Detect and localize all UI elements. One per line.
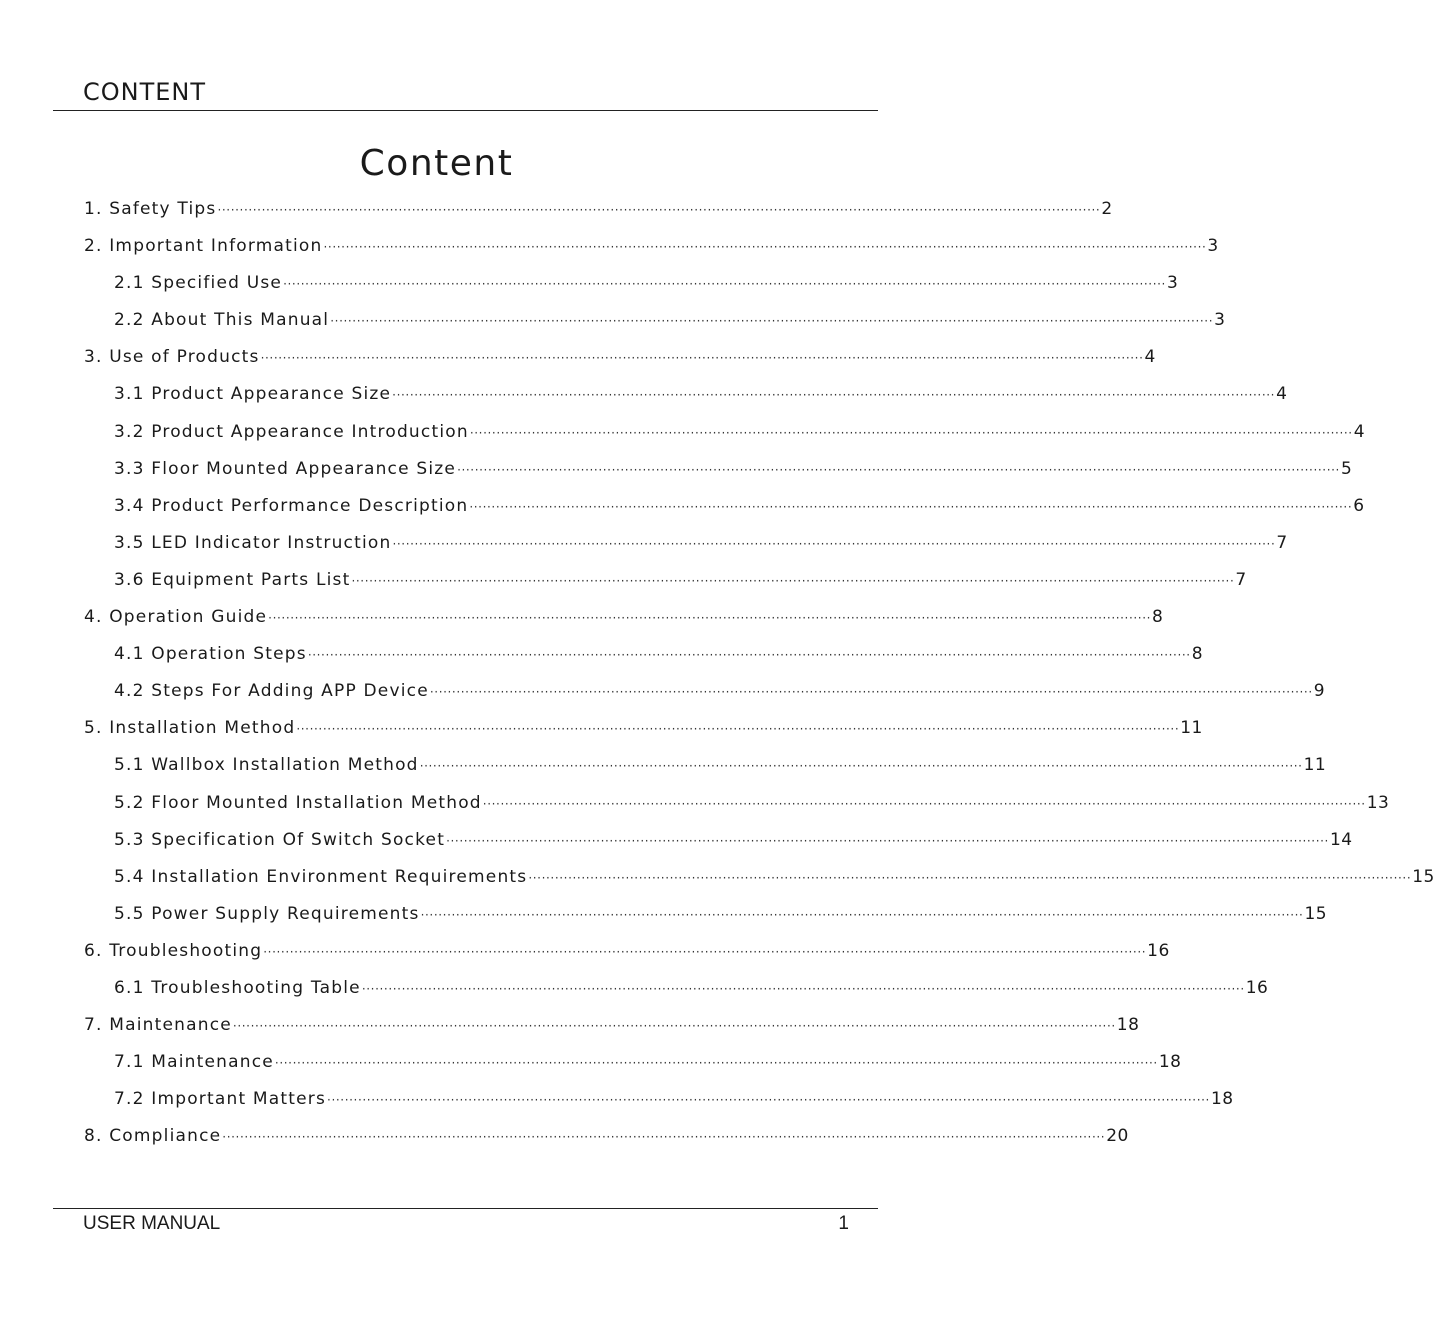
- toc-entry[interactable]: [84, 232, 1219, 269]
- toc-dot-leader: ········································································································································································································: [283, 277, 1166, 292]
- toc-entry[interactable]: [84, 714, 1203, 751]
- toc-entry-page: 11: [1303, 755, 1327, 776]
- toc-entry[interactable]: [84, 269, 1179, 306]
- toc-entry-title: 7.1 Maintenance: [114, 1052, 274, 1073]
- toc-entry-page: 18: [1210, 1089, 1234, 1110]
- toc-entry[interactable]: [84, 640, 1204, 677]
- toc-entry-title: 3.3 Floor Mounted Appearance Size: [114, 458, 457, 479]
- toc-entry-page: 15: [1304, 903, 1328, 924]
- toc-dot-leader: ········································································································································································································: [274, 1056, 1158, 1071]
- toc-entry-page: 9: [1313, 681, 1326, 702]
- toc-dot-leader: ········································································································································································································: [222, 1130, 1106, 1145]
- toc-entry[interactable]: [84, 1011, 1140, 1048]
- toc-entry-page: 14: [1329, 829, 1353, 850]
- toc-entry[interactable]: [84, 1122, 1129, 1159]
- toc-dot-leader: ········································································································································································································: [419, 759, 1303, 774]
- footer-page-number: 1: [838, 1213, 849, 1234]
- toc-entry[interactable]: [84, 900, 1328, 937]
- toc-entry-page: 6: [1353, 495, 1365, 516]
- toc-entry-title: 4.1 Operation Steps: [114, 644, 307, 665]
- toc-dot-leader: ········································································································································································································: [217, 203, 1101, 217]
- toc-dot-leader: ········································································································································································································: [429, 685, 1313, 700]
- toc-entry-title: 7. Maintenance: [84, 1015, 232, 1036]
- toc-entry[interactable]: [84, 380, 1288, 417]
- toc-entry-title: 5.2 Floor Mounted Installation Method: [114, 792, 482, 813]
- toc-entry-page: 4: [1276, 384, 1288, 405]
- toc-entry-page: 4: [1353, 421, 1366, 442]
- toc-dot-leader: ········································································································································································································: [232, 1019, 1116, 1034]
- toc-entry[interactable]: [84, 863, 1435, 900]
- toc-entry-title: 5.3 Specification Of Switch Socket: [114, 829, 446, 850]
- toc-entry-title: 1. Safety Tips: [84, 199, 217, 219]
- toc-entry-title: 8. Compliance: [84, 1126, 222, 1147]
- toc-entry-page: 4: [1144, 347, 1156, 368]
- toc-dot-leader: ········································································································································································································: [327, 1093, 1210, 1108]
- toc-entry-title: 3.4 Product Performance Description: [114, 495, 469, 516]
- toc-entry-page: 8: [1152, 607, 1164, 628]
- toc-entry[interactable]: [84, 789, 1390, 826]
- toc-entry[interactable]: [84, 418, 1366, 455]
- toc-dot-leader: ········································································································································································································: [307, 648, 1191, 663]
- toc-entry-page: 7: [1235, 569, 1247, 590]
- header-divider: [53, 110, 878, 111]
- toc-entry-title: 4. Operation Guide: [84, 607, 268, 628]
- toc-entry-title: 4.2 Steps For Adding APP Device: [114, 681, 429, 702]
- toc-entry-title: 7.2 Important Matters: [114, 1089, 327, 1110]
- toc-dot-leader: ········································································································································································································: [392, 388, 1276, 403]
- footer-manual-label: USER MANUAL: [83, 1213, 221, 1234]
- toc-entry-page: 11: [1180, 718, 1203, 739]
- toc-dot-leader: ········································································································································································································: [457, 462, 1340, 477]
- toc-entry-title: 5.5 Power Supply Requirements: [114, 903, 420, 924]
- toc-entry-page: 5: [1340, 458, 1353, 479]
- toc-dot-leader: ········································································································································································································: [296, 722, 1180, 737]
- toc-entry-page: 3: [1166, 273, 1179, 294]
- toc-entry[interactable]: [84, 343, 1156, 380]
- toc-entry[interactable]: [84, 529, 1288, 566]
- toc-dot-leader: ········································································································································································································: [446, 833, 1329, 848]
- toc-entry-title: 6. Troubleshooting: [84, 940, 263, 961]
- toc-entry-title: 6.1 Troubleshooting Table: [114, 977, 361, 998]
- toc-entry-title: 2.1 Specified Use: [114, 273, 283, 294]
- toc-entry-page: 13: [1366, 792, 1390, 813]
- toc-entry-page: 20: [1106, 1126, 1129, 1147]
- toc-entry-title: 3.2 Product Appearance Introduction: [114, 421, 469, 442]
- footer-divider: [53, 1208, 878, 1209]
- toc-entry-title: 5.1 Wallbox Installation Method: [114, 755, 419, 776]
- toc-entry-title: 3. Use of Products: [84, 347, 260, 368]
- document-title: Content: [359, 143, 514, 184]
- toc-entry-title: 2. Important Information: [84, 236, 323, 257]
- toc-entry[interactable]: [84, 195, 1113, 232]
- toc-entry[interactable]: [84, 1048, 1182, 1085]
- toc-entry-title: 2.2 About This Manual: [114, 310, 330, 331]
- toc-entry-title: 5. Installation Method: [84, 718, 296, 739]
- toc-entry[interactable]: [84, 566, 1247, 603]
- toc-dot-leader: ········································································································································································································: [482, 796, 1366, 811]
- toc-entry[interactable]: [84, 455, 1353, 492]
- table-of-contents: [84, 195, 1435, 1159]
- toc-entry-page: 7: [1276, 532, 1288, 553]
- toc-entry[interactable]: [84, 603, 1164, 640]
- toc-entry[interactable]: [84, 677, 1326, 714]
- toc-entry[interactable]: [84, 306, 1226, 343]
- toc-dot-leader: ········································································································································································································: [420, 907, 1304, 922]
- toc-entry[interactable]: [84, 937, 1170, 974]
- toc-dot-leader: ········································································································································································································: [351, 573, 1235, 588]
- toc-entry-title: 3.1 Product Appearance Size: [114, 384, 392, 405]
- toc-entry[interactable]: [84, 751, 1327, 788]
- toc-dot-leader: ········································································································································································································: [361, 981, 1245, 996]
- toc-entry-page: 18: [1116, 1015, 1140, 1036]
- toc-entry[interactable]: [84, 1085, 1234, 1122]
- toc-entry-page: 8: [1191, 644, 1204, 665]
- toc-dot-leader: ········································································································································································································: [469, 499, 1353, 514]
- toc-entry-title: 3.6 Equipment Parts List: [114, 569, 351, 590]
- toc-entry-page: 2: [1101, 199, 1113, 219]
- toc-dot-leader: ········································································································································································································: [263, 944, 1147, 959]
- toc-dot-leader: ········································································································································································································: [469, 425, 1353, 440]
- toc-dot-leader: ········································································································································································································: [392, 536, 1276, 551]
- toc-entry-title: 5.4 Installation Environment Requirements: [114, 866, 528, 887]
- toc-entry-page: 3: [1214, 310, 1226, 331]
- section-header-title: CONTENT: [83, 78, 207, 106]
- toc-dot-leader: ········································································································································································································: [330, 314, 1214, 329]
- toc-entry[interactable]: [84, 492, 1365, 529]
- toc-dot-leader: ········································································································································································································: [528, 870, 1412, 885]
- toc-entry[interactable]: [84, 826, 1353, 863]
- toc-dot-leader: ········································································································································································································: [268, 611, 1152, 626]
- toc-dot-leader: ········································································································································································································: [323, 240, 1207, 255]
- toc-entry-title: 3.5 LED Indicator Instruction: [114, 532, 392, 553]
- toc-entry[interactable]: [84, 974, 1269, 1011]
- toc-entry-page: 18: [1158, 1052, 1182, 1073]
- toc-entry-page: 15: [1412, 866, 1435, 887]
- toc-entry-page: 16: [1245, 977, 1269, 998]
- toc-dot-leader: ········································································································································································································: [260, 351, 1144, 366]
- toc-entry-page: 16: [1147, 940, 1170, 961]
- toc-entry-page: 3: [1207, 236, 1219, 257]
